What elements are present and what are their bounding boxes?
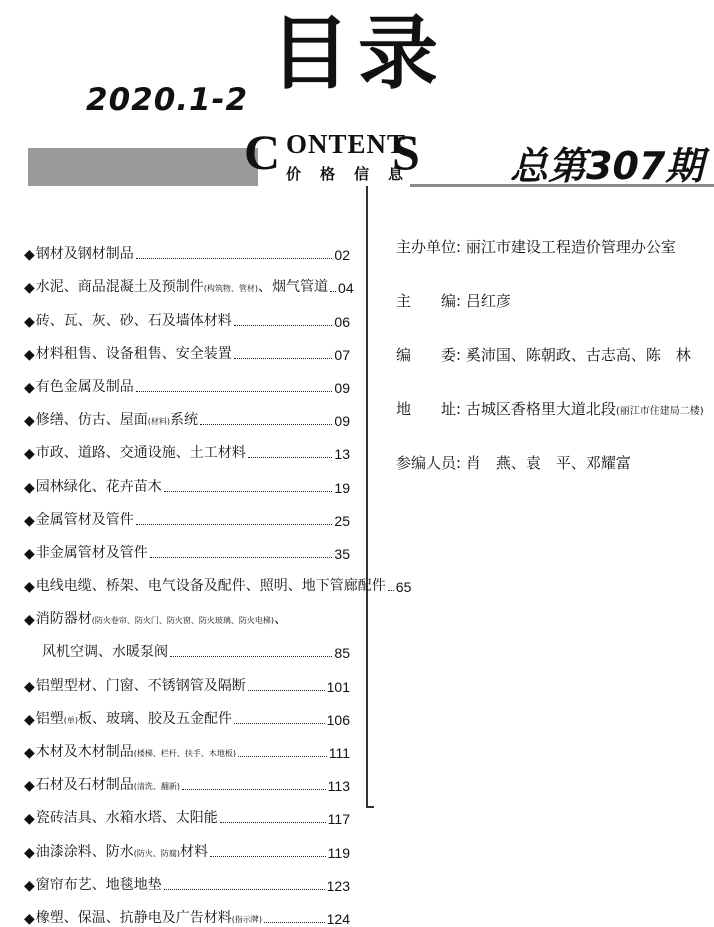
toc-page-number: 119 — [327, 844, 350, 861]
diamond-bullet-icon: ◆ — [24, 844, 35, 861]
info-row — [396, 452, 704, 506]
toc-leader-dots — [136, 524, 333, 525]
toc-item-note: (防火卷帘、防火门、防火窗、防火玻璃、防火电梯) — [91, 616, 275, 626]
toc-item-label: 木材及木材制品(楼梯、栏杆、扶手、木地板) — [35, 744, 237, 760]
toc-item-tail: 、 — [274, 611, 289, 628]
toc-item[interactable] — [24, 396, 350, 429]
diamond-bullet-icon: ◆ — [24, 512, 35, 529]
toc-item[interactable] — [24, 794, 350, 827]
diamond-bullet-icon: ◆ — [24, 711, 35, 728]
issue-date: 2020.1-2 — [86, 82, 249, 118]
toc-item-label: 油漆涂料、防水(防火、防腐)材料 — [35, 843, 209, 860]
info-value: 丽江市建设工程造价管理办公室 — [461, 238, 676, 256]
info-key: 主 编: — [396, 292, 462, 310]
toc-item[interactable] — [24, 761, 350, 794]
toc-item[interactable] — [24, 462, 350, 495]
toc-item-note: (单) — [63, 715, 79, 725]
toc-item[interactable] — [24, 827, 350, 860]
info-value: 肖 燕、袁 平、邓耀富 — [461, 454, 631, 472]
diamond-bullet-icon: ◆ — [24, 877, 35, 894]
info-key: 参编人员: — [396, 454, 462, 472]
toc-item-tail: 板、玻璃、胶及五金配件 — [78, 710, 233, 727]
issue-number: 总第307期 — [510, 144, 704, 188]
toc-item-note: (楼梯、栏杆、扶手、木地板) — [133, 749, 237, 758]
toc-item[interactable] — [24, 628, 350, 661]
toc-item-label: 砖、瓦、灰、砂、石及墙体材料 — [35, 312, 232, 329]
toc-item-label: 修缮、仿古、屋面(材料)系统 — [35, 412, 199, 429]
toc-leader-dots — [388, 590, 394, 591]
toc-item-label: 非金属管材及管件 — [35, 544, 148, 561]
diamond-bullet-icon: ◆ — [24, 280, 35, 297]
toc-leader-dots — [238, 756, 327, 757]
toc-item-label: 电线电缆、桥架、电气设备及配件、照明、地下管廊配件 — [35, 578, 386, 595]
toc-item-label: 橡塑、保温、抗静电及广告材料(指示牌) — [35, 909, 263, 926]
toc-page-number: 85 — [334, 645, 350, 662]
diamond-bullet-icon: ◆ — [24, 811, 35, 828]
toc-item[interactable] — [24, 595, 350, 628]
info-value: 古城区香格里大道北段 — [461, 400, 616, 418]
toc-leader-dots — [234, 723, 325, 724]
toc-item[interactable] — [24, 230, 350, 263]
diamond-bullet-icon: ◆ — [24, 545, 35, 562]
toc-leader-dots — [136, 391, 333, 392]
diamond-bullet-icon: ◆ — [24, 678, 35, 695]
diamond-bullet-icon: ◆ — [24, 579, 35, 596]
toc-page-number: 124 — [326, 910, 350, 927]
toc-item[interactable] — [24, 728, 350, 761]
toc-item-label: 铝塑(单)板、玻璃、胶及五金配件 — [35, 710, 233, 727]
column-divider — [366, 186, 368, 808]
info-row — [396, 344, 704, 398]
toc-leader-dots — [182, 789, 326, 790]
toc-item-label: 水泥、商品混凝土及预制件(构筑物、管材)、烟气管道 — [35, 279, 329, 296]
toc-item-tail: 材料 — [180, 843, 209, 860]
toc-item[interactable] — [24, 661, 350, 694]
diamond-bullet-icon: ◆ — [24, 910, 35, 927]
info-row — [396, 290, 704, 344]
diamond-bullet-icon: ◆ — [24, 346, 35, 363]
toc-item-note: (材料) — [147, 417, 171, 427]
toc-leader-dots — [248, 457, 333, 458]
toc-page-number: 106 — [326, 711, 350, 728]
toc-page-number: 123 — [326, 877, 350, 894]
header-band — [28, 148, 258, 186]
toc-page-number: 35 — [334, 545, 350, 562]
toc-item-label: 消防器材(防火卷帘、防火门、防火窗、防火玻璃、防火电梯)、 — [35, 611, 289, 628]
publication-info — [396, 236, 704, 506]
toc-item[interactable] — [24, 894, 350, 927]
toc-leader-dots — [248, 690, 325, 691]
toc-item-label: 材料租售、设备租售、安全装置 — [35, 345, 232, 362]
toc-item[interactable] — [24, 296, 350, 329]
toc-page-number: 101 — [326, 678, 350, 695]
toc-page-number: 19 — [334, 479, 350, 496]
toc-page-number: 13 — [334, 446, 350, 463]
toc-leader-dots — [234, 325, 333, 326]
info-row — [396, 236, 704, 290]
toc-item-note: (构筑物、管材) — [203, 284, 259, 294]
toc-item-label: 窗帘布艺、地毯地垫 — [35, 876, 162, 893]
toc-leader-dots — [136, 258, 333, 259]
info-key: 编 委: — [396, 346, 462, 364]
toc-item[interactable] — [24, 496, 350, 529]
toc-item[interactable] — [24, 429, 350, 462]
toc-page-number: 09 — [334, 379, 350, 396]
toc-page-number: 117 — [327, 811, 350, 828]
info-note: (丽江市住建局二楼) — [615, 406, 704, 417]
info-value: 吕红彦 — [461, 292, 511, 310]
info-key: 主办单位: — [396, 238, 462, 256]
toc-item[interactable] — [24, 562, 412, 596]
contents-logo-text: ONTENT — [286, 129, 407, 159]
table-of-contents — [24, 230, 412, 927]
toc-item-label: 金属管材及管件 — [35, 511, 134, 528]
contents-subtitle: 价格信息 — [286, 165, 423, 183]
toc-item[interactable] — [24, 529, 350, 562]
toc-item-label: 石材及石材制品(清洗、翻新) — [35, 777, 181, 794]
toc-leader-dots — [234, 358, 333, 359]
toc-item[interactable] — [24, 330, 350, 363]
diamond-bullet-icon: ◆ — [24, 247, 35, 264]
toc-page-number: 25 — [334, 512, 350, 529]
contents-logo-c: C — [244, 124, 281, 180]
diamond-bullet-icon: ◆ — [24, 612, 35, 629]
diamond-bullet-icon: ◆ — [24, 778, 35, 795]
toc-leader-dots — [264, 922, 325, 923]
toc-leader-dots — [330, 291, 336, 292]
info-key: 地 址: — [396, 400, 462, 418]
toc-item[interactable] — [24, 363, 350, 396]
toc-item-label: 有色金属及制品 — [35, 378, 134, 395]
toc-page-number: 111 — [328, 745, 350, 761]
toc-item-label: 铝塑型材、门窗、不锈钢管及隔断 — [35, 677, 246, 694]
page-title: 目录 — [270, 7, 446, 100]
toc-item-label: 瓷砖洁具、水箱水塔、太阳能 — [35, 810, 218, 827]
toc-page-number: 07 — [334, 346, 350, 363]
toc-item-note: (防火、防腐) — [133, 848, 181, 858]
toc-item-note: (清洗、翻新) — [133, 782, 181, 792]
diamond-bullet-icon: ◆ — [24, 313, 35, 330]
column-divider-foot — [366, 806, 374, 808]
diamond-bullet-icon: ◆ — [24, 413, 35, 430]
toc-item[interactable] — [24, 695, 350, 728]
toc-leader-dots — [170, 656, 332, 657]
toc-leader-dots — [150, 557, 333, 558]
diamond-bullet-icon: ◆ — [24, 379, 35, 396]
toc-page-number: 02 — [334, 247, 350, 264]
toc-page-number: 04 — [338, 280, 354, 297]
info-row — [396, 398, 704, 452]
toc-item[interactable] — [24, 263, 354, 297]
toc-leader-dots — [164, 491, 333, 492]
toc-page-number: 65 — [395, 579, 412, 596]
toc-leader-dots — [210, 856, 326, 857]
diamond-bullet-icon: ◆ — [24, 479, 35, 496]
toc-item-label: 风机空调、水暖泵阀 — [42, 644, 168, 661]
toc-page-number: 06 — [334, 313, 350, 330]
toc-leader-dots — [220, 822, 326, 823]
toc-item-note: (指示牌) — [231, 914, 263, 924]
toc-item-label: 钢材及钢材制品 — [35, 246, 134, 263]
info-value: 奚沛国、陈朝政、古志高、陈 林 — [461, 346, 691, 364]
toc-leader-dots — [200, 424, 332, 425]
diamond-bullet-icon: ◆ — [24, 446, 35, 463]
toc-page-number: 09 — [334, 413, 350, 430]
diamond-bullet-icon: ◆ — [24, 745, 35, 761]
contents-logo-s: S — [392, 124, 420, 180]
toc-item-label: 市政、道路、交通设施、土工材料 — [35, 445, 246, 462]
toc-page-number: 113 — [327, 778, 350, 795]
toc-item[interactable] — [24, 861, 350, 894]
toc-leader-dots — [164, 889, 325, 890]
toc-item-tail: 系统 — [170, 412, 199, 429]
toc-item-label: 园林绿化、花卉苗木 — [35, 478, 162, 495]
toc-item-tail: 、烟气管道 — [258, 279, 329, 296]
